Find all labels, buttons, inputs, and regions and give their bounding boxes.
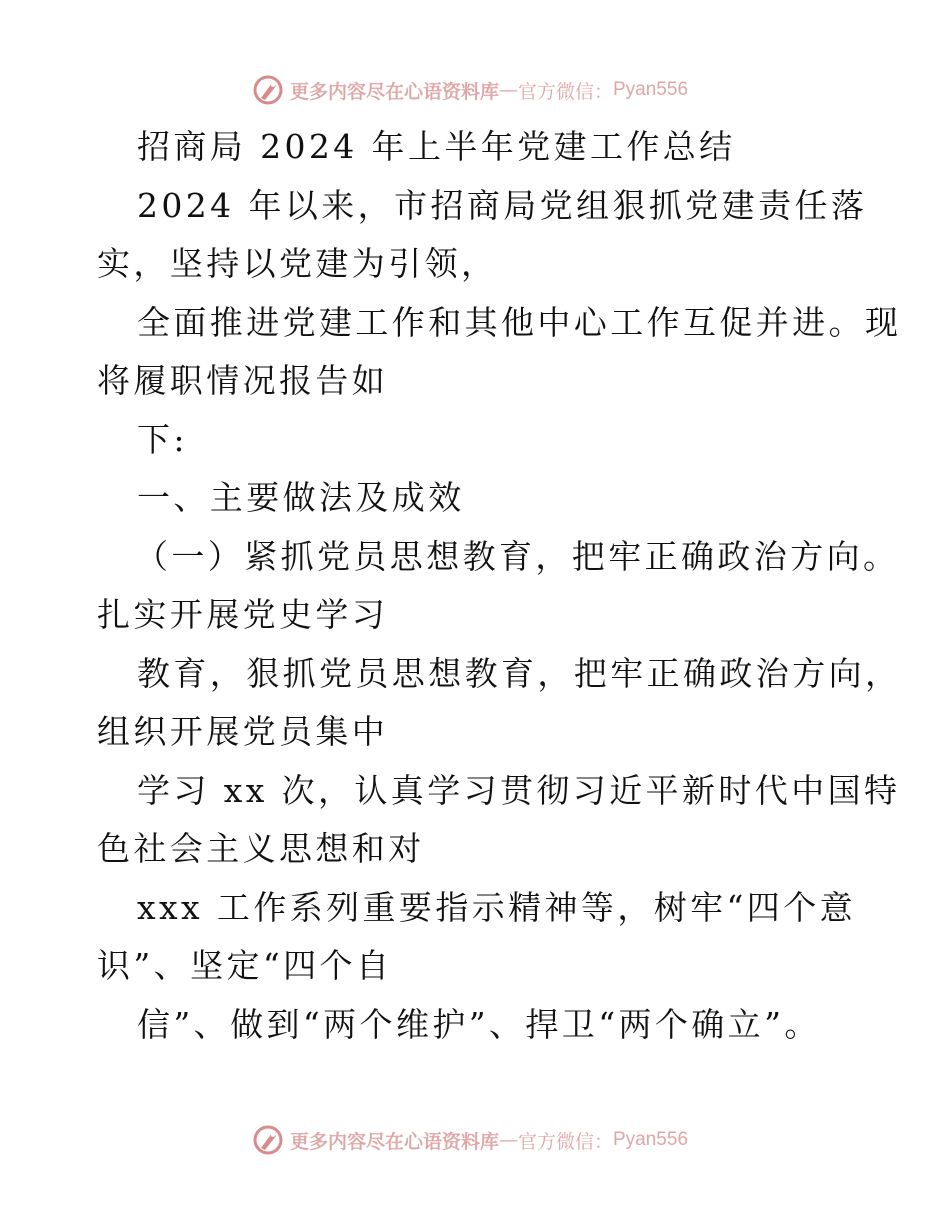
paragraph-line: 下:	[137, 419, 188, 459]
pen-nib-icon	[252, 74, 284, 106]
watermark-contact-label: 官方微信：	[517, 80, 613, 103]
paragraph-line: 组织开展党员集中	[97, 712, 389, 751]
pen-nib-icon	[252, 1124, 284, 1156]
subsection-heading: （一）紧抓党员思想教育，把牢正确政治方向。	[135, 536, 900, 576]
watermark-brand: 更多内容尽在心语资料库	[289, 1130, 499, 1153]
paragraph-line: 扎实开展党史学习	[97, 595, 389, 634]
watermark-contact-id: Pyan556	[613, 1129, 689, 1150]
document-body	[97, 118, 902, 1054]
paragraph-line: 实，坚持以党建为引领，	[97, 244, 498, 283]
watermark-separator: —	[498, 1129, 518, 1151]
document-title: 招商局 2024 年上半年党建工作总结	[137, 127, 736, 166]
paragraph-line: xxx 工作系列重要指示精神等，树牢“四个意	[137, 887, 856, 927]
watermark-separator: —	[498, 79, 518, 101]
paragraph-line: 全面推进党建工作和其他中心工作互促并进。现	[137, 302, 902, 342]
watermark-brand: 更多内容尽在心语资料库	[289, 80, 499, 103]
paragraph-line: 识”、坚定“四个自	[97, 946, 393, 985]
paragraph-line: 色社会主义思想和对	[97, 829, 425, 868]
paragraph-line: 信”、做到“两个维护”、捍卫“两个确立”。	[137, 1004, 821, 1044]
footer-watermark	[0, 1120, 950, 1160]
watermark-contact-label: 官方微信：	[517, 1130, 613, 1153]
paragraph-line: 教育，狠抓党员思想教育，把牢正确政治方向，	[137, 653, 902, 693]
paragraph-line: 2024 年以来，市招商局党组狠抓党建责任落	[137, 185, 868, 225]
section-heading: 一、主要做法及成效	[137, 478, 465, 517]
header-watermark	[0, 70, 950, 110]
paragraph-line: 将履职情况报告如	[97, 361, 389, 400]
watermark-contact-id: Pyan556	[613, 79, 689, 100]
paragraph-line: 学习 xx 次，认真学习贯彻习近平新时代中国特	[137, 770, 901, 810]
